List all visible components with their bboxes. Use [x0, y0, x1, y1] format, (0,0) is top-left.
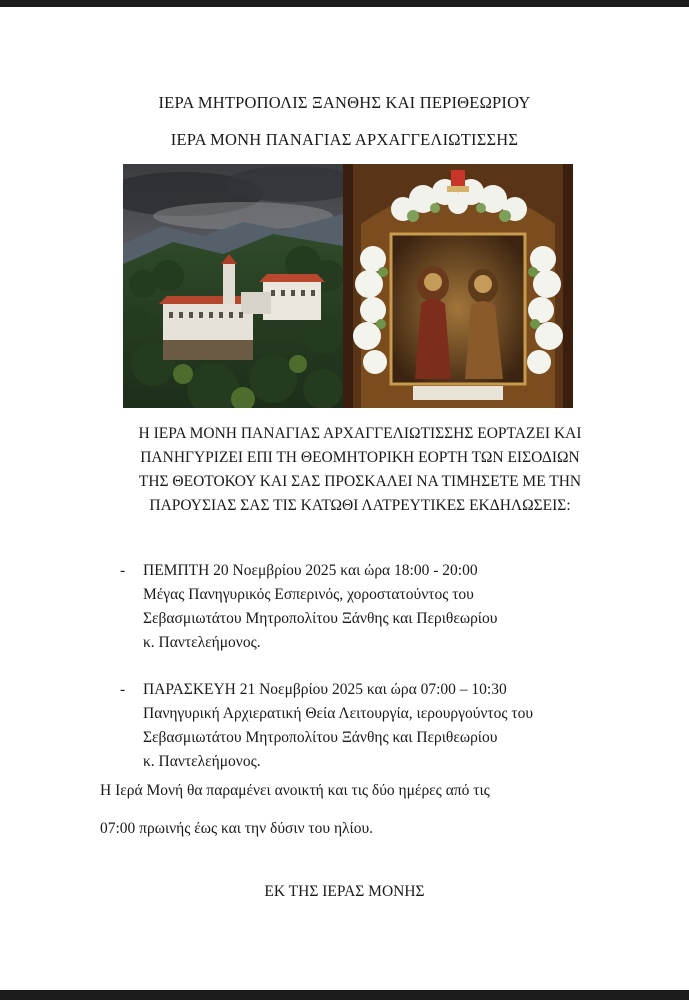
bullet-dash: -: [120, 562, 126, 579]
bullet-dash: -: [120, 681, 126, 698]
event-detail: Πανηγυρική Αρχιερατική Θεία Λειτουργία, ιερουργούντος του: [143, 705, 534, 722]
event-detail: Μέγας Πανηγυρικός Εσπερινός, χοροστατούντος του: [143, 586, 474, 603]
event-detail: Σεβασμιωτάτου Μητροπολίτου Ξάνθης και Περιθεωρίου: [143, 610, 498, 627]
opening-hours-text: Η Ιερά Μονή θα παραμένει ανοικτή και τις δύο ημέρες από τις: [100, 782, 490, 799]
intro-line: Η ΙΕΡΑ ΜΟΝΗ ΠΑΝΑΓΙΑΣ ΑΡΧΑΓΓΕΛΙΩΤΙΣΣΗΣ ΕΟΡΤΑΖΕΙ ΚΑΙ: [138, 425, 582, 442]
metropolis-title: ΙΕΡΑ ΜΗΤΡΟΠΟΛΙΣ ΞΑΝΘΗΣ ΚΑΙ ΠΕΡΙΘΕΩΡΙΟΥ: [158, 93, 531, 112]
event-detail: κ. Παντελεήμονος.: [143, 634, 261, 651]
intro-line: ΠΑΝΗΓΥΡΙΖΕΙ ΕΠΙ ΤΗ ΘΕΟΜΗΤΟΡΙΚΗ ΕΟΡΤΗ ΤΩΝ ΕΙΣΟΔΙΩΝ: [140, 449, 580, 466]
monastery-photo: [123, 164, 343, 408]
opening-hours-text: 07:00 πρωινής έως και την δύσιν του ηλίου.: [100, 820, 374, 837]
event-item: [120, 559, 640, 655]
event-detail: Σεβασμιωτάτου Μητροπολίτου Ξάνθης και Περιθεωρίου: [143, 729, 498, 746]
event-date: ΠΑΡΑΣΚΕΥΗ 21 Νοεμβρίου 2025 και ώρα 07:00 – 10:30: [143, 681, 507, 698]
invitation-text: [100, 422, 620, 518]
event-item: [120, 678, 640, 774]
intro-line: ΤΗΣ ΘΕΟΤΟΚΟΥ ΚΑΙ ΣΑΣ ΠΡΟΣΚΑΛΕΙ ΝΑ ΤΙΜΗΣΕΤΕ ΜΕ ΤΗΝ: [138, 473, 582, 490]
monastery-title: ΙΕΡΑ ΜΟΝΗ ΠΑΝΑΓΙΑΣ ΑΡΧΑΓΓΕΛΙΩΤΙΣΣΗΣ: [170, 130, 519, 149]
icon-photo: [343, 164, 573, 408]
event-date: ΠΕΜΠΤΗ 20 Νοεμβρίου 2025 και ώρα 18:00 - 20:00: [143, 562, 478, 579]
flyer-page: [0, 7, 689, 990]
event-detail: κ. Παντελεήμονος.: [143, 753, 261, 770]
signature: ΕΚ ΤΗΣ ΙΕΡΑΣ ΜΟΝΗΣ: [264, 883, 425, 900]
intro-line: ΠΑΡΟΥΣΙΑΣ ΣΑΣ ΤΙΣ ΚΑΤΩΘΙ ΛΑΤΡΕΥΤΙΚΕΣ ΕΚΔΗΛΩΣΕΙΣ:: [149, 497, 571, 514]
